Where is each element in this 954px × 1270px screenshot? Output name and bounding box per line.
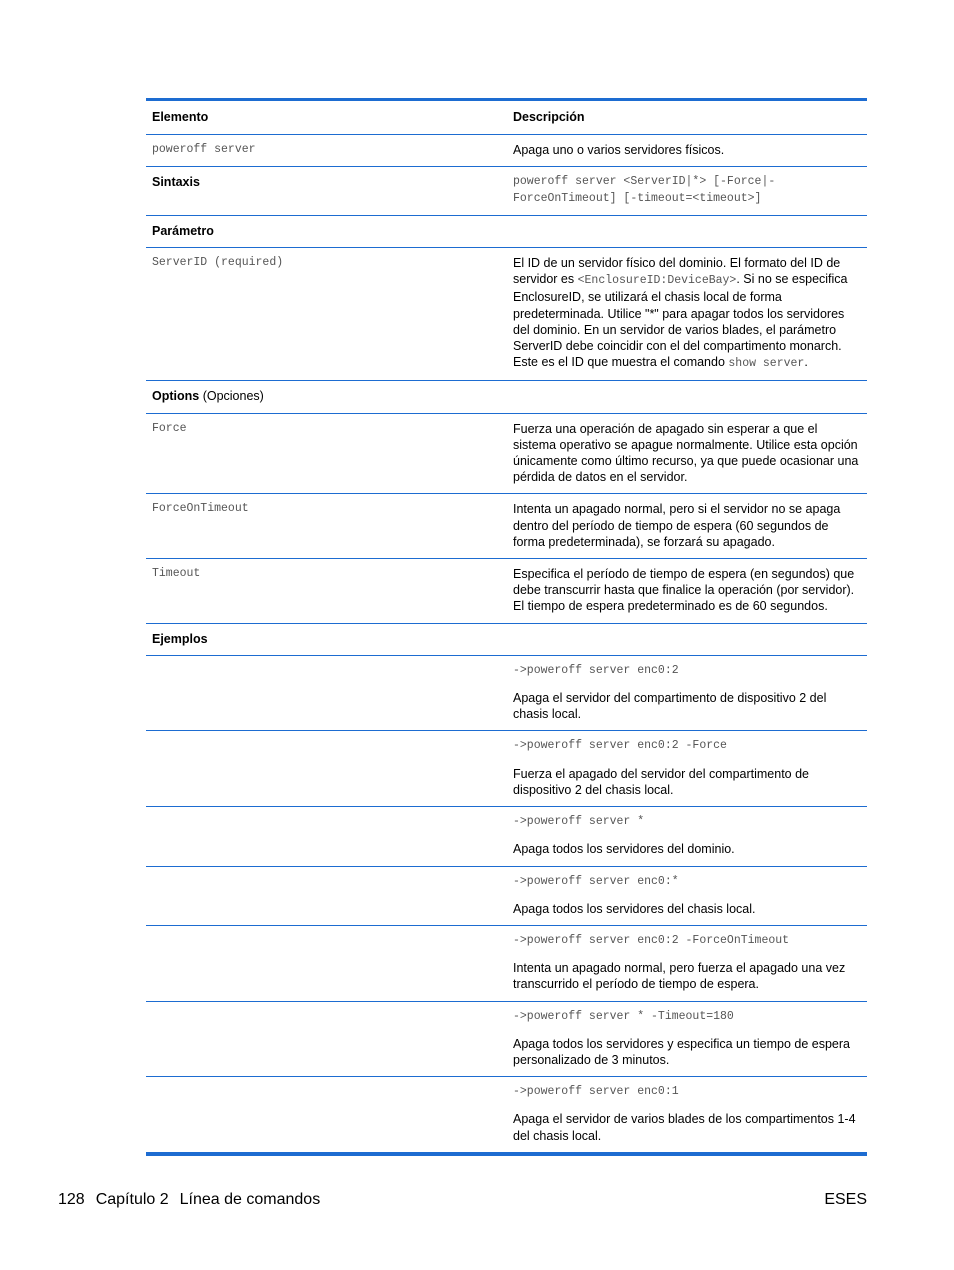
options-section-label (146, 381, 507, 412)
example-description: Fuerza el apagado del servidor del compartimento de dispositivo 2 del chasis local. (513, 766, 810, 797)
example-cell (507, 656, 867, 731)
example-command: ->poweroff server enc0:2 -ForceOnTimeout (513, 933, 790, 947)
syntax-label: Sintaxis (152, 175, 200, 190)
empty-cell (507, 216, 867, 247)
examples-section-label: Ejemplos (152, 631, 208, 646)
locale-code: ESES (824, 1191, 867, 1208)
example-row (146, 1002, 867, 1078)
page-number: 128 (58, 1191, 85, 1208)
syntax-line-2: ForceOnTimeout] [-timeout=<timeout>] (513, 191, 762, 205)
options-label-rest: (Opciones) (199, 389, 264, 404)
example-row (146, 1077, 867, 1152)
syntax-text (507, 167, 867, 214)
page-footer (58, 1191, 867, 1213)
table-header-row (146, 101, 867, 135)
command-description: Apaga uno o varios servidores físicos. (513, 143, 725, 158)
option-row (146, 414, 867, 495)
parameter-desc-middle: . Si no se especifica EnclosureID, se utilizará el chasis local de forma predeterminada. Utilice "*" para apagar todos los servidores del dominio. En un servidor de varios blades, el parámetro ServerID debe coincidir con el del compartimento monarch. Este es el ID que muestra el comando (513, 272, 848, 370)
example-description: Apaga el servidor de varios blades de los compartimentos 1-4 del chasis local. (513, 1112, 856, 1143)
empty-cell (146, 867, 507, 925)
example-cell (507, 1077, 867, 1152)
empty-cell (146, 1077, 507, 1152)
example-cell (507, 926, 867, 1001)
example-row (146, 807, 867, 866)
parameter-section-label: Parámetro (152, 223, 214, 238)
example-row (146, 731, 867, 807)
parameter-section-row (146, 216, 867, 248)
example-cell (507, 1002, 867, 1077)
header-description: Descripción (513, 110, 585, 124)
command-name: poweroff server (152, 143, 256, 157)
example-command: ->poweroff server * (513, 815, 645, 829)
option-row (146, 494, 867, 559)
option-name: Timeout (152, 567, 201, 581)
example-description: Apaga todos los servidores del dominio. (513, 842, 735, 857)
empty-cell (146, 656, 507, 731)
chapter-title: Línea de comandos (179, 1191, 321, 1208)
example-cell (507, 807, 867, 865)
empty-cell (146, 926, 507, 1001)
parameter-desc-before: El ID de un servidor físico del dominio. El formato del ID de servidor es (513, 256, 841, 287)
empty-cell (146, 731, 507, 806)
parameter-row (146, 248, 867, 381)
chapter-label: Capítulo 2 (95, 1191, 169, 1208)
command-reference-table (146, 98, 867, 1156)
option-row (146, 559, 867, 624)
example-row (146, 926, 867, 1002)
example-row (146, 656, 867, 732)
examples-section-row (146, 624, 867, 656)
footer-left (58, 1191, 331, 1213)
parameter-name: ServerID (required) (152, 256, 284, 270)
parameter-description (507, 248, 867, 380)
command-row (146, 135, 867, 167)
empty-cell (146, 1002, 507, 1077)
example-description: Apaga todos los servidores del chasis local. (513, 901, 756, 916)
example-command: ->poweroff server enc0:2 (513, 663, 679, 677)
header-element: Elemento (152, 110, 209, 124)
example-description: Apaga todos los servidores y especifica un tiempo de espera personalizado de 3 minutos. (513, 1036, 850, 1067)
example-description: Apaga el servidor del compartimento de dispositivo 2 del chasis local. (513, 691, 827, 722)
empty-cell (146, 807, 507, 865)
option-name: ForceOnTimeout (152, 502, 249, 516)
example-description: Intenta un apagado normal, pero fuerza el apagado una vez transcurrido el período de tiempo de espera. (513, 961, 846, 992)
parameter-desc-code-2: show server (728, 357, 805, 371)
parameter-desc-code: <EnclosureID:DeviceBay> (577, 274, 737, 288)
options-section-row (146, 381, 867, 413)
example-command: ->poweroff server enc0:1 (513, 1085, 679, 1099)
option-description: Especifica el período de tiempo de espera (en segundos) que debe transcurrir hasta que finalice la operación (por servidor). El tiempo de espera predeterminado es de 60 segundos. (513, 567, 855, 614)
option-name: Force (152, 421, 187, 435)
parameter-desc-end: . (804, 355, 808, 370)
option-description: Intenta un apagado normal, pero si el servidor no se apaga dentro del período de tiempo de espera (60 segundos de forma predeterminada), se forzará su apagado. (513, 502, 841, 549)
example-cell (507, 731, 867, 806)
example-row (146, 867, 867, 926)
syntax-row (146, 167, 867, 215)
example-command: ->poweroff server enc0:* (513, 874, 679, 888)
example-command: ->poweroff server * -Timeout=180 (513, 1009, 734, 1023)
syntax-line-1: poweroff server <ServerID|*> [-Force|- (513, 175, 776, 189)
example-cell (507, 867, 867, 925)
empty-cell (507, 381, 867, 412)
empty-cell (507, 624, 867, 655)
options-label-bold: Options (152, 389, 200, 404)
option-description: Fuerza una operación de apagado sin esperar a que el sistema operativo se apague normalmente. Utilice esta opción únicamente como último recurso, ya que puede ocasionar una pérdida de datos en el servidor. (513, 421, 859, 485)
example-command: ->poweroff server enc0:2 -Force (513, 739, 727, 753)
